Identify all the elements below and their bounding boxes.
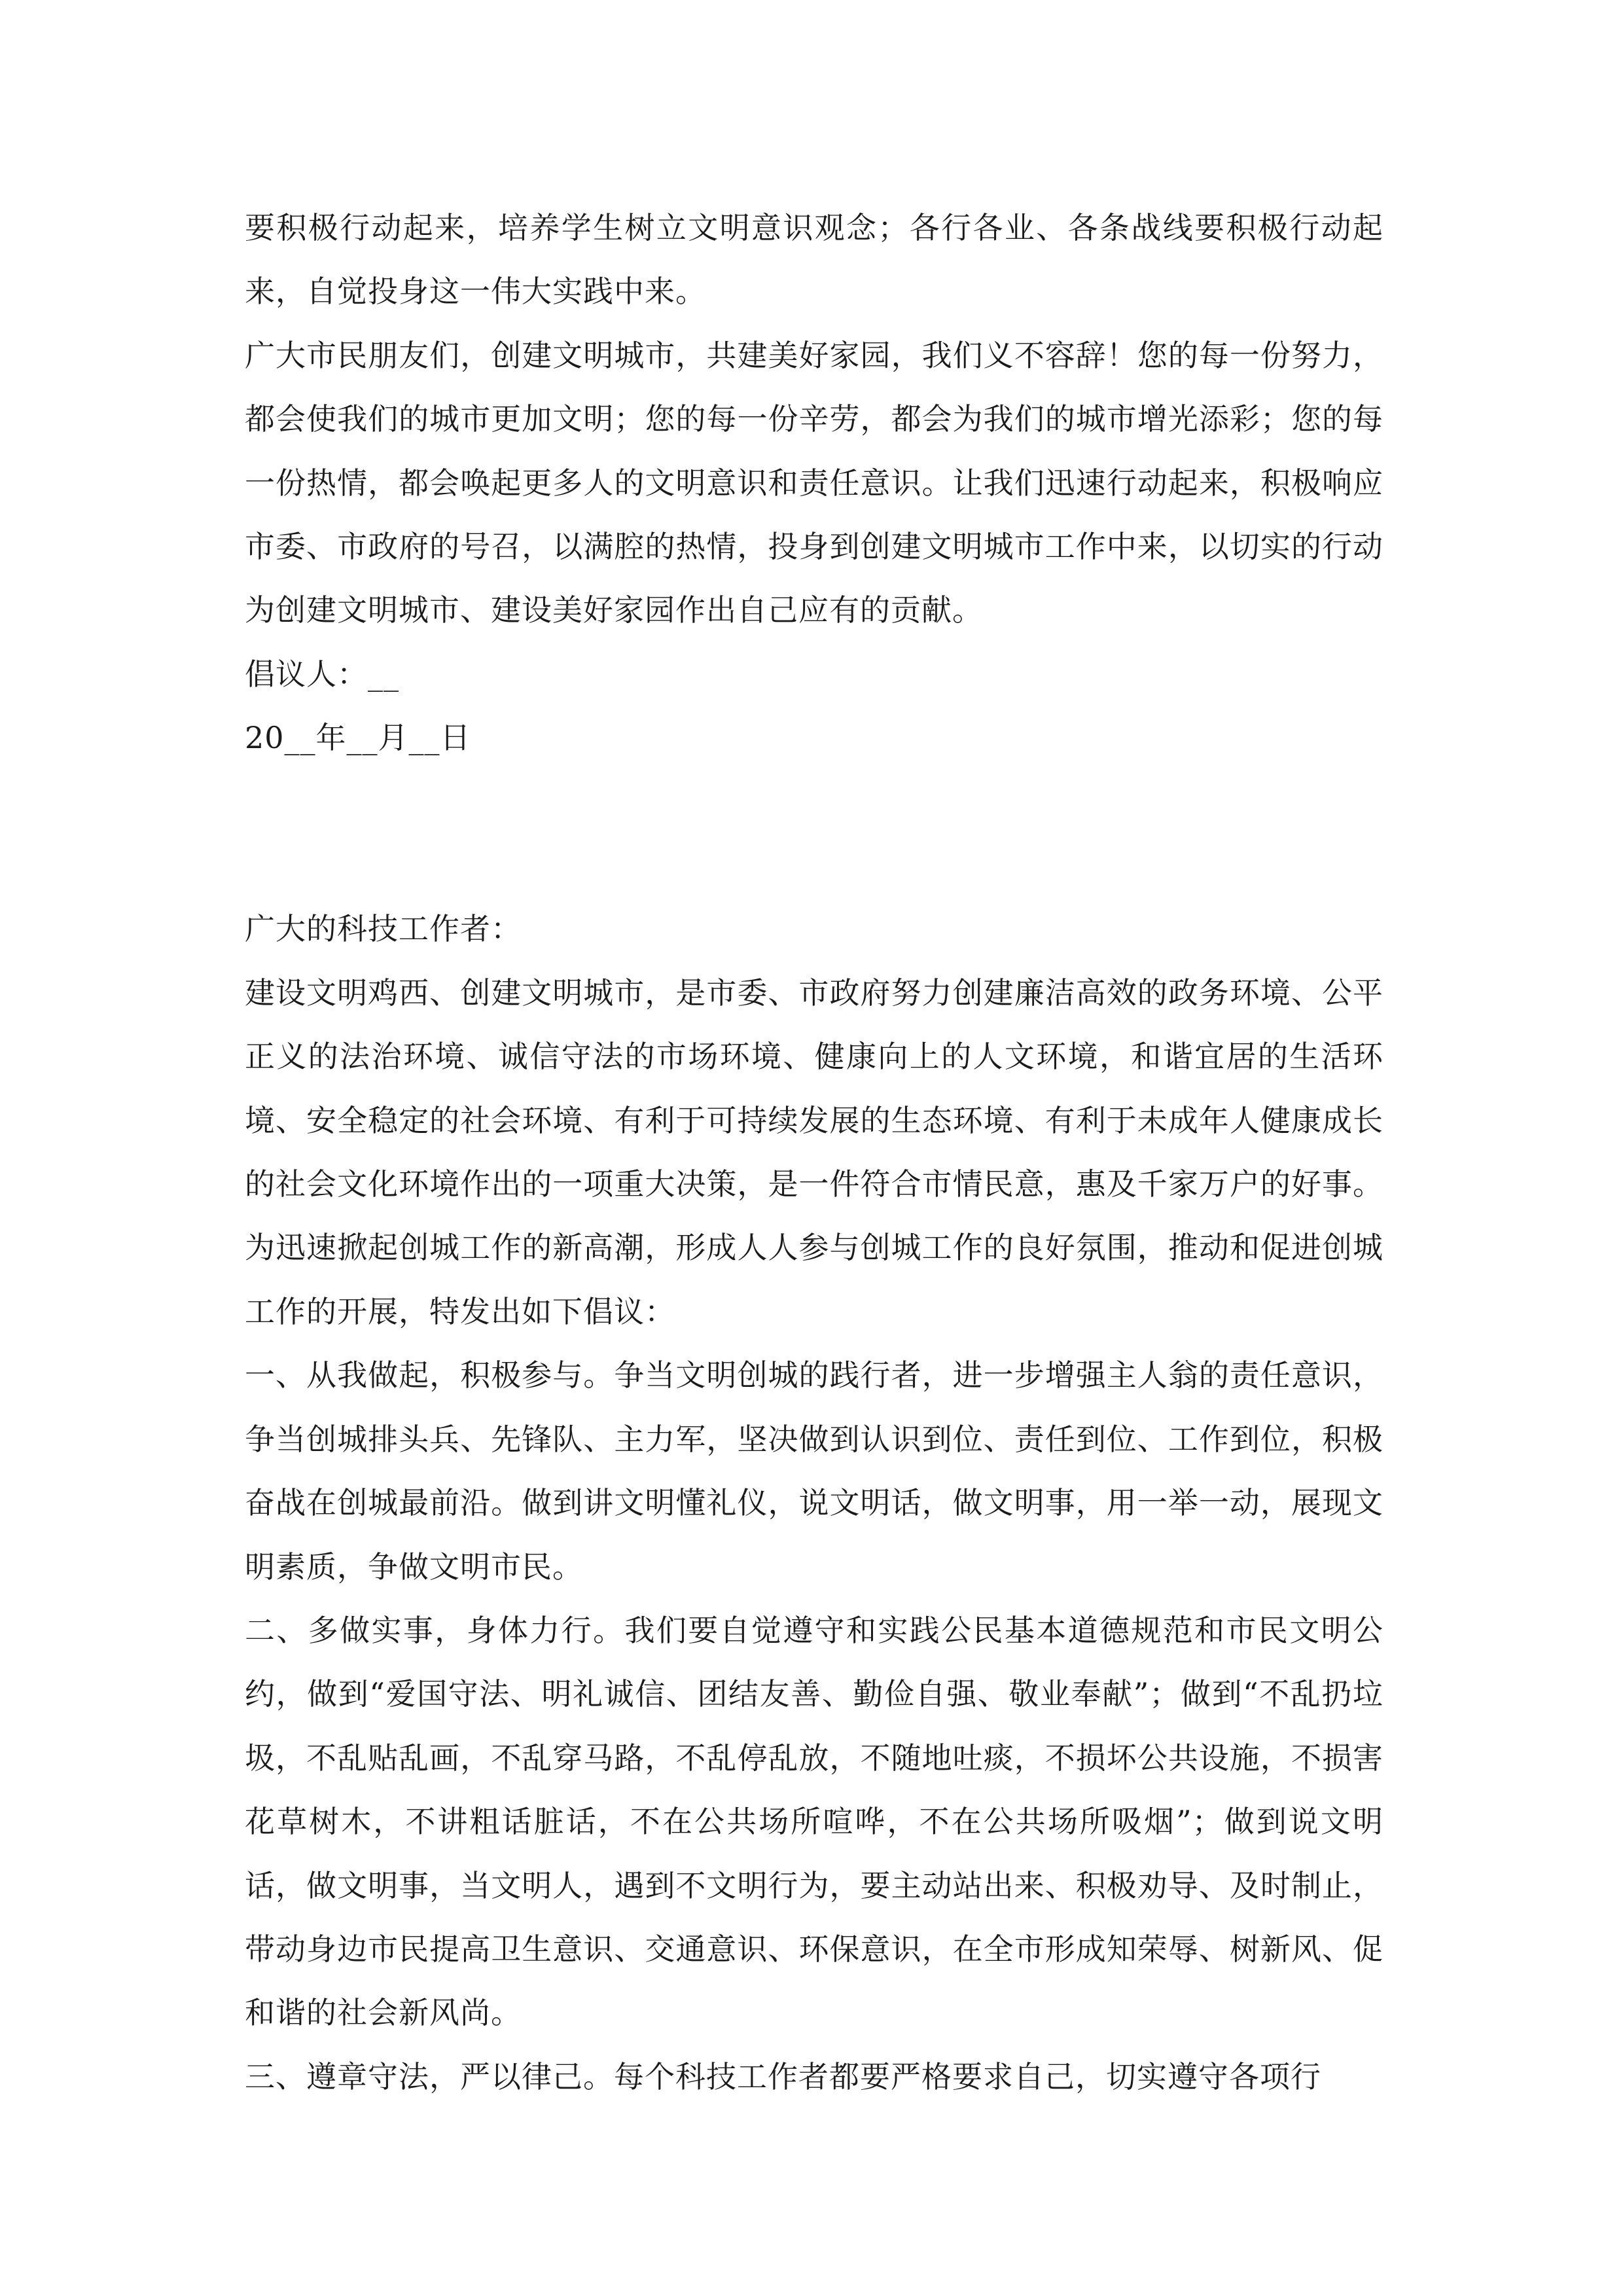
proposal-item-3: 三、遵章守法，严以律己。每个科技工作者都要严格要求自己，切实遵守各项行 (245, 2058, 1321, 2094)
paragraph-continuation: 要积极行动起来，培养学生树立文明意识观念；各行各业、各条战线要积极行动起来，自觉投身这一伟大实践中来。 (245, 210, 1383, 310)
salutation: 广大的科技工作者： (245, 911, 522, 947)
section-gap (245, 770, 1383, 898)
paragraph-appeal: 广大市民朋友们，创建文明城市，共建美好家园，我们义不容辞！您的每一份努力，都会使我们的城市更加文明；您的每一份辛劳，都会为我们的城市增光添彩；您的每一份热情，都会唤起更多人的文明意识和责任意识。让我们迅速行动起来，积极响应市委、市政府的号召，以满腔的热情，投身到创建文明城市工作中来，以切实的行动为创建文明城市、建设美好家园作出自己应有的贡献。 (245, 337, 1383, 628)
date-line: 20__年__月__日 (245, 720, 471, 756)
proposal-item-2: 二、多做实事，身体力行。我们要自觉遵守和实践公民基本道德规范和市民文明公约，做到“爱国守法、明礼诚信、团结友善、勤俭自强、敬业奉献”；做到“不乱扔垃圾，不乱贴乱画，不乱穿马路，不乱停乱放，不随地吐痰，不损坏公共设施，不损害花草树木，不讲粗话脏话，不在公共场所喧哗，不在公共场所吸烟”；做到说文明话，做文明事，当文明人，遇到不文明行为，要主动站出来、积极劝导、及时制止，带动身边市民提高卫生意识、交通意识、环保意识，在全市形成知荣辱、树新风、促和谐的社会新风尚。 (245, 1612, 1383, 2031)
document-body (245, 196, 1383, 2109)
paragraph-intro: 建设文明鸡西、创建文明城市，是市委、市政府努力创建廉洁高效的政务环境、公平正义的法治环境、诚信守法的市场环境、健康向上的人文环境，和谐宜居的生活环境、安全稳定的社会环境、有利于可持续发展的生态环境、有利于未成年人健康成长的社会文化环境作出的一项重大决策，是一件符合市情民意，惠及千家万户的好事。为迅速掀起创城工作的新高潮，形成人人参与创城工作的良好氛围，推动和促进创城工作的开展，特发出如下倡议： (245, 975, 1383, 1329)
proposal-item-1: 一、从我做起，积极参与。争当文明创城的践行者，进一步增强主人翁的责任意识，争当创城排头兵、先锋队、主力军，坚决做到认识到位、责任到位、工作到位，积极奋战在创城最前沿。做到讲文明懂礼仪，说文明话，做文明事，用一举一动，展现文明素质，争做文明市民。 (245, 1357, 1383, 1585)
signer-line: 倡议人：__ (245, 656, 399, 692)
